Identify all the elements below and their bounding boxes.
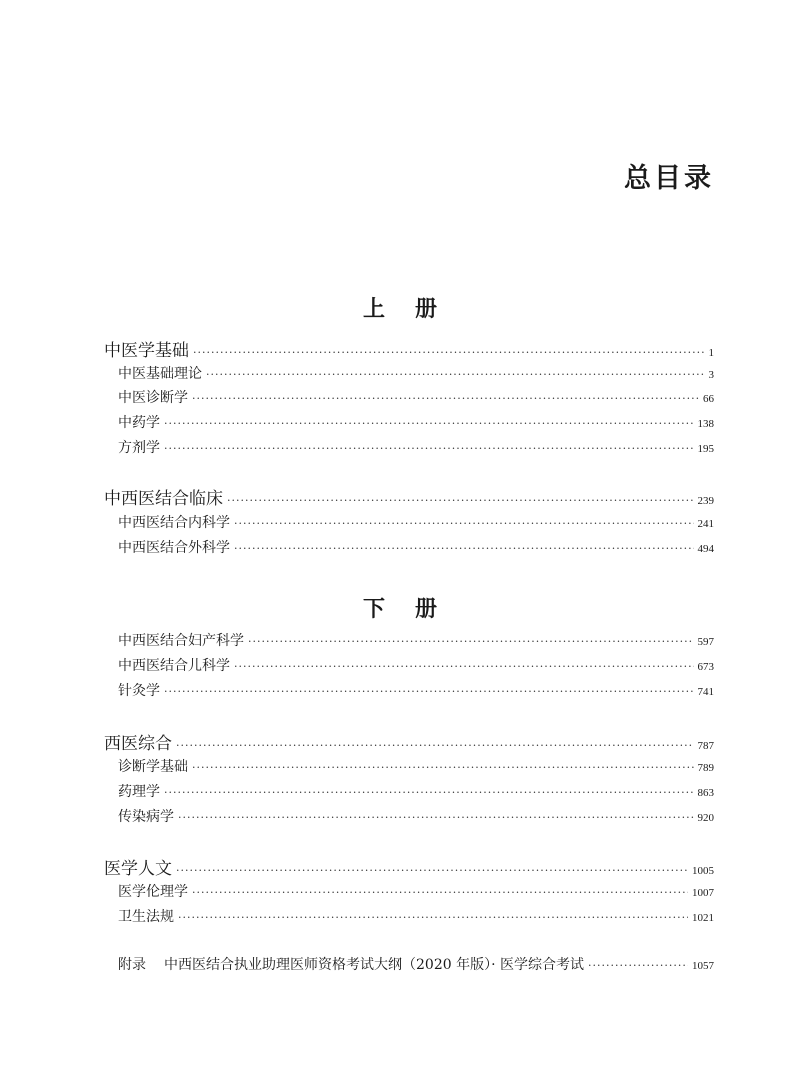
volume-heading-upper xyxy=(0,292,800,323)
page-title: 总目录 xyxy=(624,163,714,194)
toc-entry-title: 中医学基础 xyxy=(104,341,189,361)
toc-entry[interactable] xyxy=(118,881,714,901)
dot-leader xyxy=(248,635,694,648)
toc-entry-page: 241 xyxy=(697,518,714,530)
dot-leader xyxy=(176,739,694,752)
dot-leader xyxy=(588,959,688,972)
dot-leader xyxy=(164,417,694,430)
toc-entry[interactable] xyxy=(118,806,714,826)
toc-entry-title: 中西医结合临床 xyxy=(104,489,223,509)
toc-entry[interactable] xyxy=(118,630,714,650)
toc-entry[interactable] xyxy=(118,387,714,407)
dot-leader xyxy=(192,886,688,899)
toc-entry-title: 中医基础理论 xyxy=(118,366,202,382)
toc-entry-page: 239 xyxy=(697,495,714,507)
toc-entry[interactable] xyxy=(118,655,714,675)
toc-entry-major[interactable] xyxy=(104,854,714,879)
toc-entry-title: 中医诊断学 xyxy=(118,390,188,406)
dot-leader xyxy=(193,346,705,359)
toc-entry-title: 中西医结合儿科学 xyxy=(118,658,230,674)
toc-entry-page: 3 xyxy=(708,369,714,381)
toc-entry-page: 789 xyxy=(697,762,714,774)
toc-entry-title: 针灸学 xyxy=(118,683,160,699)
volume-suffix: 册 xyxy=(415,296,438,322)
dot-leader xyxy=(178,811,694,824)
toc-entry-appendix[interactable] xyxy=(118,954,714,974)
toc-entry[interactable] xyxy=(118,756,714,776)
toc-entry[interactable] xyxy=(118,363,714,383)
toc-entry-title: 中药学 xyxy=(118,415,160,431)
volume-char: 下 xyxy=(362,596,385,622)
toc-entry-title: 中西医结合妇产科学 xyxy=(118,633,244,649)
toc-entry-page: 494 xyxy=(697,543,714,555)
toc-entry-page: 741 xyxy=(697,686,714,698)
toc-entry[interactable] xyxy=(118,537,714,557)
dot-leader xyxy=(192,392,699,405)
toc-entry-page: 1021 xyxy=(692,912,714,924)
toc-entry-title: 诊断学基础 xyxy=(118,759,188,775)
toc-entry-page: 920 xyxy=(697,812,714,824)
volume-char: 上 xyxy=(362,296,385,322)
dot-leader xyxy=(178,911,688,924)
toc-entry-title: 卫生法规 xyxy=(118,909,174,925)
dot-leader xyxy=(234,660,694,673)
dot-leader xyxy=(234,517,694,530)
dot-leader xyxy=(234,542,694,555)
toc-entry-page: 66 xyxy=(703,393,714,405)
toc-entry-title: 西医综合 xyxy=(104,734,172,754)
toc-entry[interactable] xyxy=(118,781,714,801)
toc-entry-major[interactable] xyxy=(104,484,714,509)
volume-suffix: 册 xyxy=(415,596,438,622)
dot-leader xyxy=(206,368,705,381)
toc-entry-page: 195 xyxy=(697,443,714,455)
toc-entry-page: 673 xyxy=(697,661,714,673)
toc-entry-title: 传染病学 xyxy=(118,809,174,825)
toc-entry-page: 597 xyxy=(697,636,714,648)
toc-entry-title: 医学伦理学 xyxy=(118,884,188,900)
toc-entry[interactable] xyxy=(118,412,714,432)
toc-entry-major[interactable] xyxy=(104,336,714,361)
toc-entry-title: 中西医结合内科学 xyxy=(118,515,230,531)
toc-entry[interactable] xyxy=(118,512,714,532)
toc-entry-title: 医学人文 xyxy=(104,859,172,879)
toc-entry-title: 中西医结合外科学 xyxy=(118,540,230,556)
appendix-label: 附录 xyxy=(118,957,146,973)
dot-leader xyxy=(164,442,694,455)
toc-entry-page: 863 xyxy=(697,787,714,799)
toc-entry-title: 方剂学 xyxy=(118,440,160,456)
toc-entry-major[interactable] xyxy=(104,729,714,754)
toc-entry-page: 1007 xyxy=(692,887,714,899)
toc-entry-page: 138 xyxy=(697,418,714,430)
toc-entry-page: 787 xyxy=(697,740,714,752)
dot-leader xyxy=(227,494,694,507)
dot-leader xyxy=(164,685,694,698)
dot-leader xyxy=(164,786,694,799)
volume-heading-lower xyxy=(0,592,800,623)
toc-entry[interactable] xyxy=(118,680,714,700)
dot-leader xyxy=(192,761,694,774)
toc-entry-page: 1005 xyxy=(692,865,714,877)
toc-entry-title: 中西医结合执业助理医师资格考试大纲（2020 年版）· 医学综合考试 xyxy=(164,957,584,973)
dot-leader xyxy=(176,864,688,877)
toc-entry-page: 1057 xyxy=(692,960,714,972)
toc-entry-title: 药理学 xyxy=(118,784,160,800)
toc-entry[interactable] xyxy=(118,437,714,457)
toc-entry-page: 1 xyxy=(708,347,714,359)
toc-entry[interactable] xyxy=(118,906,714,926)
